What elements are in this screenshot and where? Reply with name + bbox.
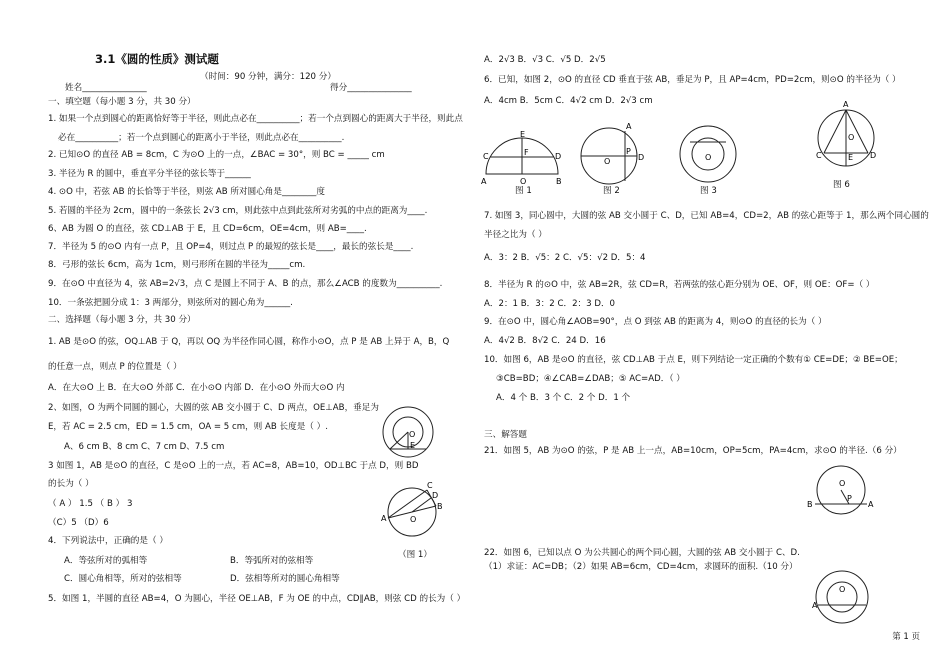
fig-label: 图 1 [515, 186, 532, 196]
fill-heading: 一、填空题（每小题 3 分，共 30 分） [48, 97, 196, 107]
fill-line: 必在__________；若一个点到圆心的距离小于半径，则此点必在__________. [58, 133, 345, 143]
svg-text:A: A [812, 601, 818, 610]
choice-line: 2、如图，O 为两个同圆的圆心，大圆的弦 AB 交小圆于 C、D 两点，OE⊥AB，垂足为 [48, 403, 379, 413]
svg-text:P: P [847, 494, 852, 503]
question-line: 10．如图 6，AB 是⊙O 的直径，弦 CD⊥AB 于点 E，则下列结论一定正确的个数有① CE=DE；② BE=OE； [484, 355, 903, 365]
svg-text:C: C [816, 151, 822, 160]
fill-line: 6、AB 为圆 O 的直径，弦 CD⊥AB 于 E，且 CD=6cm，OE=4cm，则 AB=____. [48, 224, 367, 234]
figure-semicircle [480, 130, 565, 188]
svg-text:O: O [848, 133, 855, 142]
question-line: A．4 个 B．3 个 C．2 个 D．1 个 [496, 393, 631, 403]
choice-line: 4．下列说法中，正确的是（ ） [48, 536, 168, 546]
svg-text:D: D [432, 491, 439, 500]
svg-text:C: C [483, 152, 489, 161]
fig-label: 图 2 [603, 186, 620, 196]
svg-text:F: F [524, 148, 529, 157]
svg-text:D: D [555, 152, 562, 161]
svg-text:D: D [870, 151, 877, 160]
fig-label: 图 3 [700, 186, 717, 196]
choice-line: （C）5 （D）6 [48, 518, 109, 528]
choice-heading: 二、选择题（每小题 3 分，共 30 分） [48, 315, 196, 325]
svg-text:E: E [410, 441, 416, 450]
svg-text:B: B [437, 502, 443, 511]
question-21: 21．如图 5，AB 为⊙O 的弦，P 是 AB 上一点，AB=10cm，OP=5cm，PA=4cm，求⊙O 的半径.（6 分） [484, 446, 902, 456]
svg-text:B: B [556, 177, 562, 186]
svg-text:P: P [626, 147, 631, 156]
fill-line: 3. 半径为 R 的圆中，垂直平分半径的弦长等于______ [48, 169, 251, 179]
fill-line: 2. 已知⊙O 的直径 AB = 8cm，C 为⊙O 上的一点，∠BAC = 30°，则 BC = _____ cm [48, 150, 385, 160]
choice-line: B．等弧所对的弦相等 [230, 556, 314, 566]
choice-line: 1. AB 是⊙O 的弦，OQ⊥AB 于 Q，再以 OQ 为半径作同心圆，称作小⊙O，点 P 是 AB 上异于 A，B，Q [48, 337, 450, 347]
svg-text:A: A [843, 100, 849, 109]
fill-line: 1. 如果一个点到圆心的距离恰好等于半径，则此点必在__________；若一个点到圆心的距离大于半径，则此点 [48, 114, 463, 124]
figure-3-circles [672, 118, 744, 188]
choice-line: 3 如图 1，AB 是⊙O 的直径，C 是⊙O 上的一点，若 AC=8，AB=10，OD⊥BC 于点 D，则 BD [48, 461, 419, 471]
question-line: A．2：1 B．3：2 C．2：3 D．0 [484, 299, 616, 309]
fig-caption: （图 1） [398, 550, 432, 560]
question-22b: （1）求证：AC=DB；（2）如果 AB=6cm，CD=4cm，求圆环的面积.（10 分） [484, 562, 798, 572]
choice-line: （ A ） 1.5 （ B ） 3 [48, 499, 133, 509]
svg-text:O: O [604, 157, 611, 166]
choice-line: 的长为（ ） [48, 479, 94, 489]
q5-options: A．2√3 B．√3 C．√5 D．2√5 [484, 55, 606, 65]
fill-line: 5. 若圆的半径为 2cm，圆中的一条弦长 2√3 cm，则此弦中点到此弦所对劣弧的中点的距离为____. [48, 206, 428, 216]
choice-line: 5．如图 1，半圆的直径 AB=4，O 为圆心，半径 OE⊥AB，F 为 OE 的中点，CD∥AB，则弦 CD 的长为（ ） [48, 594, 466, 604]
svg-text:E: E [848, 153, 854, 162]
name-field: 姓名_______________ [65, 83, 147, 93]
svg-text:O: O [409, 430, 416, 439]
fig-label: 图 6 [833, 180, 850, 190]
page-number: 第 1 页 [892, 632, 920, 642]
svg-text:A: A [381, 514, 387, 523]
svg-text:A: A [868, 500, 874, 509]
svg-text:E: E [520, 130, 526, 139]
choice-line: D．弦相等所对的圆心角相等 [230, 574, 340, 584]
choice-line: A．等弦所对的弧相等 [64, 556, 148, 566]
svg-text:O: O [410, 515, 417, 524]
svg-text:O: O [839, 479, 846, 488]
score-field: 得分_______________ [330, 83, 412, 93]
question-line: A．4√2 B．8√2 C．24 D．16 [484, 336, 606, 346]
svg-text:C: C [427, 481, 433, 490]
concentric-circles-figure [380, 404, 436, 460]
svg-text:O: O [705, 153, 712, 162]
figure-5-circle [805, 462, 875, 524]
svg-text:A: A [626, 122, 632, 131]
choice-line: 的任意一点，则点 P 的位置是（ ） [48, 362, 182, 372]
fill-line: 4. ⊙O 中，若弦 AB 的长恰等于半径，则弦 AB 所对圆心角是________度 [48, 187, 325, 197]
svg-text:O: O [839, 585, 846, 594]
choice-line: A、6 cm B、8 cm C、7 cm D、7.5 cm [64, 442, 225, 452]
answer-heading: 三、解答题 [484, 430, 527, 440]
figure-6b-circles [812, 567, 872, 627]
choice-line: A．在大⊙O 上 B．在大⊙O 外部 C．在小⊙O 内部 D．在小⊙O 外而大⊙O 内 [48, 383, 345, 393]
question-line: 8．半径为 R 的⊙O 中，弦 AB=2R，弦 CD=R，若两弦的弦心距分别为 OE、OF，则 OE：OF=（ ） [484, 280, 875, 290]
page-title: 3.1《圆的性质》测试题 [95, 52, 219, 66]
question-line: ③CB=BD；④∠CAB=∠DAB；⑤ AC=AD．（ ） [496, 374, 685, 384]
choice-line: E，若 AC = 2.5 cm，ED = 1.5 cm，OA = 5 cm，则 AB 长度是（ ）. [48, 422, 328, 432]
question-line: 9．在⊙O 中，圆心角∠AOB=90°，点 O 到弦 AB 的距离为 4，则⊙O 的直径的长为（ ） [484, 317, 827, 327]
fill-line: 8．弓形的弦长 6cm，高为 1cm，则弓形所在圆的半径为_____cm. [48, 260, 306, 270]
subtitle: （时间：90 分钟，满分：120 分） [200, 72, 336, 82]
fill-line: 7．半径为 5 的⊙O 内有一点 P，且 OP=4，则过点 P 的最短的弦长是____，最长的弦长是____. [48, 242, 414, 252]
figure-6-circle [812, 98, 882, 178]
svg-text:A: A [481, 177, 487, 186]
fill-line: 10．一条弦把圆分成 1：3 两部分，则弦所对的圆心角为______. [48, 298, 293, 308]
question-line: A．4cm B．5cm C．4√2 cm D．2√3 cm [484, 96, 653, 106]
svg-text:B: B [807, 500, 813, 509]
question-22a: 22．如图 6，已知以点 O 为公共圆心的两个同心圆，大圆的弦 AB 交小圆于 C、D. [484, 548, 800, 558]
svg-text:O: O [520, 177, 527, 186]
svg-text:D: D [638, 153, 645, 162]
figure-1-circle [380, 478, 443, 548]
figure-2-circle [575, 118, 645, 188]
choice-line: C．圆心角相等，所对的弦相等 [64, 574, 182, 584]
question-line: A．3：2 B．√5：2 C．√5：√2 D．5：4 [484, 253, 646, 263]
question-line: 6．已知，如图 2，⊙O 的直径 CD 垂直于弦 AB，垂足为 P，且 AP=4cm，PD=2cm，则⊙O 的半径为（ ） [484, 75, 901, 85]
question-line: 7. 如图 3，同心圆中，大圆的弦 AB 交小圆于 C、D，已知 AB=4，CD=2，AB 的弦心距等于 1，那么两个同心圆的 [484, 211, 929, 221]
fill-line: 9．在⊙O 中直径为 4，弦 AB=2√3，点 C 是圆上不同于 A、B 的点，那么∠ACB 的度数为__________. [48, 279, 443, 289]
question-line: 半径之比为（ ） [484, 230, 547, 240]
